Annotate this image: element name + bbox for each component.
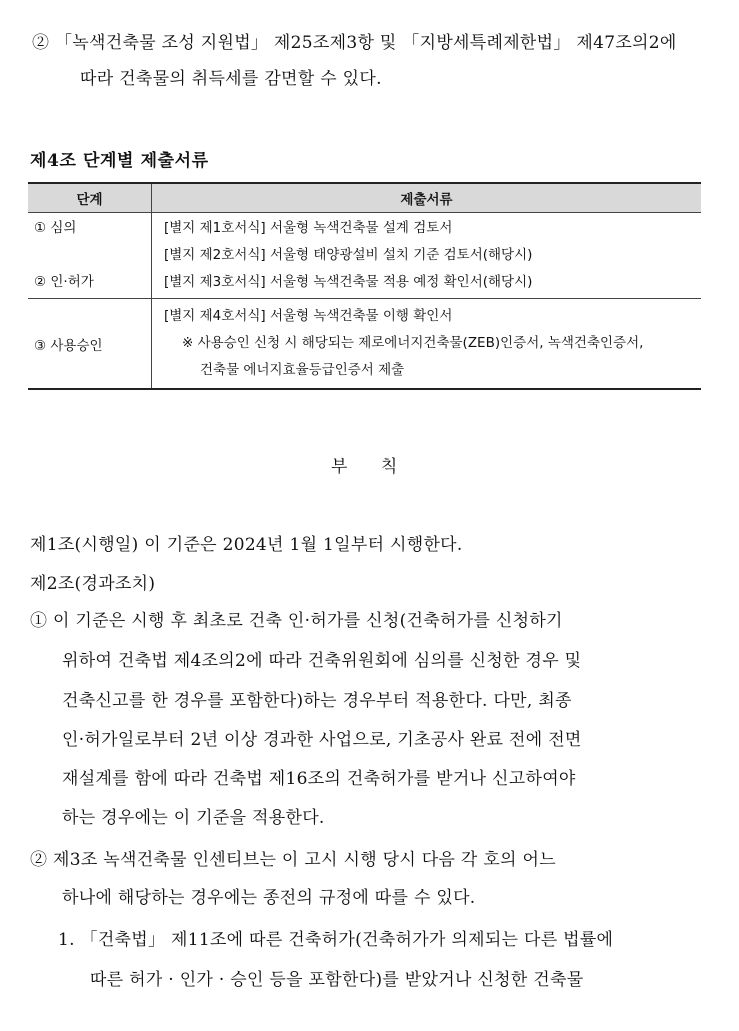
paragraph-line: ② 제3조 녹색건축물 인센티브는 이 고시 시행 당시 다음 각 호의 어느 — [30, 850, 556, 870]
document-item: [별지 제4호서식] 서울형 녹색건축물 이행 확인서 — [164, 308, 453, 324]
table-header-docs: 제출서류 — [152, 183, 702, 213]
document-item: [별지 제1호서식] 서울형 녹색건축물 설계 검토서 — [164, 220, 453, 236]
stage-review: ① 심의 — [34, 220, 77, 236]
table-row — [28, 299, 701, 390]
paragraph-line: 재설계를 함에 따라 건축법 제16조의 건축허가를 받거나 신고하여야 — [62, 769, 576, 789]
supplementary-title: 부 칙 — [331, 457, 412, 477]
list-item-line: 따른 허가 · 인가 · 승인 등을 포함한다)를 받았거나 신청한 건축물 — [90, 970, 584, 990]
stage-permit: ② 인·허가 — [34, 274, 94, 290]
section-heading: 제4조 단계별 제출서류 — [30, 151, 209, 171]
submission-documents-table — [28, 182, 701, 390]
article-1: 제1조(시행일) 이 기준은 2024년 1월 1일부터 시행한다. — [30, 535, 463, 555]
paragraph-line: 하나에 해당하는 경우에는 종전의 규정에 따를 수 있다. — [62, 888, 476, 908]
table-header-stage: 단계 — [28, 183, 152, 213]
paragraph-line: 건축신고를 한 경우를 포함한다)하는 경우부터 적용한다. 다만, 최종 — [62, 691, 572, 711]
paragraph-line: 따라 건축물의 취득세를 감면할 수 있다. — [80, 69, 382, 89]
paragraph-line: ② 「녹색건축물 조성 지원법」 제25조제3항 및 「지방세특례제한법」 제47조의2에 — [32, 33, 677, 53]
list-item-line: 1. 「건축법」 제11조에 따른 건축허가(건축허가가 의제되는 다른 법률에 — [58, 930, 614, 950]
paragraph-line: 인·허가일로부터 2년 이상 경과한 사업으로, 기초공사 완료 전에 전면 — [62, 730, 582, 750]
document-note: ※ 사용승인 신청 시 해당되는 제로에너지건축물(ZEB)인증서, 녹색건축인증서, — [182, 335, 644, 351]
stage-approval: ③ 사용승인 — [28, 299, 152, 390]
table-row — [28, 213, 701, 299]
paragraph-line: ① 이 기준은 시행 후 최초로 건축 인·허가를 신청(건축허가를 신청하기 — [30, 611, 563, 631]
paragraph-line: 위하여 건축법 제4조의2에 따라 건축위원회에 심의를 신청한 경우 및 — [62, 651, 582, 671]
document-item: [별지 제2호서식] 서울형 태양광설비 설치 기준 검토서(해당시) — [164, 247, 533, 263]
paragraph-line: 하는 경우에는 이 기준을 적용한다. — [62, 808, 325, 828]
article-2-title: 제2조(경과조치) — [30, 574, 156, 594]
document-note: 건축물 에너지효율등급인증서 제출 — [200, 362, 405, 378]
document-item: [별지 제3호서식] 서울형 녹색건축물 적용 예정 확인서(해당시) — [164, 274, 533, 290]
